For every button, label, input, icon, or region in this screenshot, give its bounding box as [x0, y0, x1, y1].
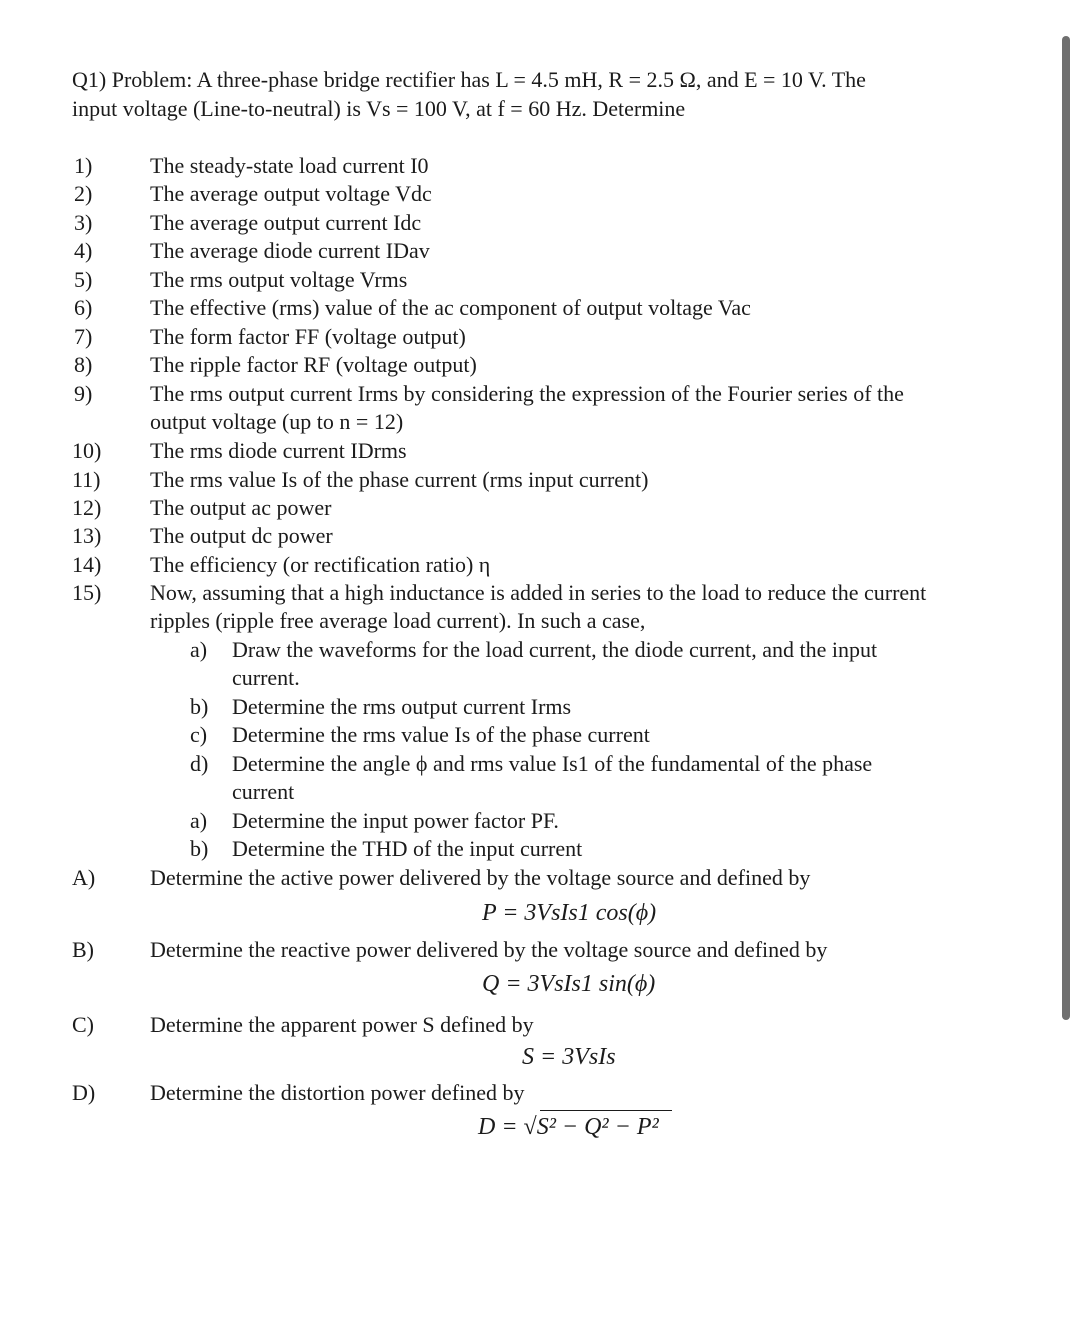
item-text: The average diode current IDav [150, 238, 430, 263]
item-number: 10) [72, 438, 102, 463]
item-number: 11) [72, 467, 101, 492]
part-text: Determine the reactive power delivered by the voltage source and defined by [150, 937, 828, 962]
item-text: Now, assuming that a high inductance is added in series to the load to reduce the current [150, 580, 927, 605]
item-text: The effective (rms) value of the ac component of output voltage Vac [150, 295, 751, 320]
square-root-bar [540, 1110, 672, 1111]
item-number: 6) [74, 295, 93, 320]
subitem-text: Determine the angle ϕ and rms value Is1 of the fundamental of the phase [232, 751, 873, 776]
item-text: The output ac power [150, 495, 332, 520]
intro-line-1: Q1) Problem: A three-phase bridge rectifier has L = 4.5 mH, R = 2.5 Ω, and E = 10 V. The [72, 67, 866, 92]
item-text: The output dc power [150, 523, 333, 548]
part-text: Determine the distortion power defined by [150, 1080, 525, 1105]
item-text: The efficiency (or rectification ratio) η [150, 552, 491, 577]
item-number: 15) [72, 580, 102, 605]
subitem-text-continued: current [232, 779, 295, 804]
intro-line-2: input voltage (Line-to-neutral) is Vs = 100 V, at f = 60 Hz. Determine [72, 96, 686, 121]
subitem-letter: a) [190, 637, 208, 662]
item-text: The rms output voltage Vrms [150, 267, 408, 292]
part-letter: D) [72, 1080, 96, 1105]
subitem-text-continued: current. [232, 665, 300, 690]
apparent-power-equation: S = 3VsIs [522, 1044, 616, 1070]
item-text-continued: output voltage (up to n = 12) [150, 409, 404, 434]
subitem-letter: a) [190, 808, 208, 833]
part-text: Determine the apparent power S defined by [150, 1012, 534, 1037]
item-number: 5) [74, 267, 93, 292]
subitem-letter: b) [190, 836, 209, 861]
item-number: 7) [74, 324, 93, 349]
item-number: 14) [72, 552, 102, 577]
item-number: 8) [74, 352, 93, 377]
item-text: The rms output current Irms by considering the expression of the Fourier series of the [150, 381, 904, 406]
part-text: Determine the active power delivered by the voltage source and defined by [150, 865, 811, 890]
item-number: 3) [74, 210, 93, 235]
item-text: The average output current Idc [150, 210, 422, 235]
part-letter: A) [72, 865, 96, 890]
subitem-text: Determine the input power factor PF. [232, 808, 559, 833]
item-text-continued: ripples (ripple free average load current). In such a case, [150, 608, 646, 633]
reactive-power-equation: Q = 3VsIs1 sin(ϕ) [482, 971, 656, 997]
distortion-power-equation: D = √S² − Q² − P² [478, 1114, 659, 1140]
item-text: The rms diode current IDrms [150, 438, 407, 463]
part-letter: B) [72, 937, 94, 962]
subitem-letter: c) [190, 722, 208, 747]
item-text: The ripple factor RF (voltage output) [150, 352, 477, 377]
subitem-text: Determine the THD of the input current [232, 836, 583, 861]
item-number: 2) [74, 181, 93, 206]
subitem-text: Determine the rms output current Irms [232, 694, 572, 719]
part-letter: C) [72, 1012, 94, 1037]
subitem-text: Determine the rms value Is of the phase current [232, 722, 650, 747]
item-number: 9) [74, 381, 93, 406]
item-text: The rms value Is of the phase current (rms input current) [150, 467, 649, 492]
active-power-equation: P = 3VsIs1 cos(ϕ) [482, 900, 657, 926]
vertical-scrollbar[interactable] [1062, 36, 1070, 1020]
item-number: 12) [72, 495, 102, 520]
item-number: 13) [72, 523, 102, 548]
item-text: The steady-state load current I0 [150, 153, 429, 178]
item-text: The form factor FF (voltage output) [150, 324, 466, 349]
subitem-text: Draw the waveforms for the load current, the diode current, and the input [232, 637, 878, 662]
item-number: 4) [74, 238, 93, 263]
item-text: The average output voltage Vdc [150, 181, 432, 206]
subitem-letter: b) [190, 694, 209, 719]
item-number: 1) [74, 153, 93, 178]
subitem-letter: d) [190, 751, 209, 776]
